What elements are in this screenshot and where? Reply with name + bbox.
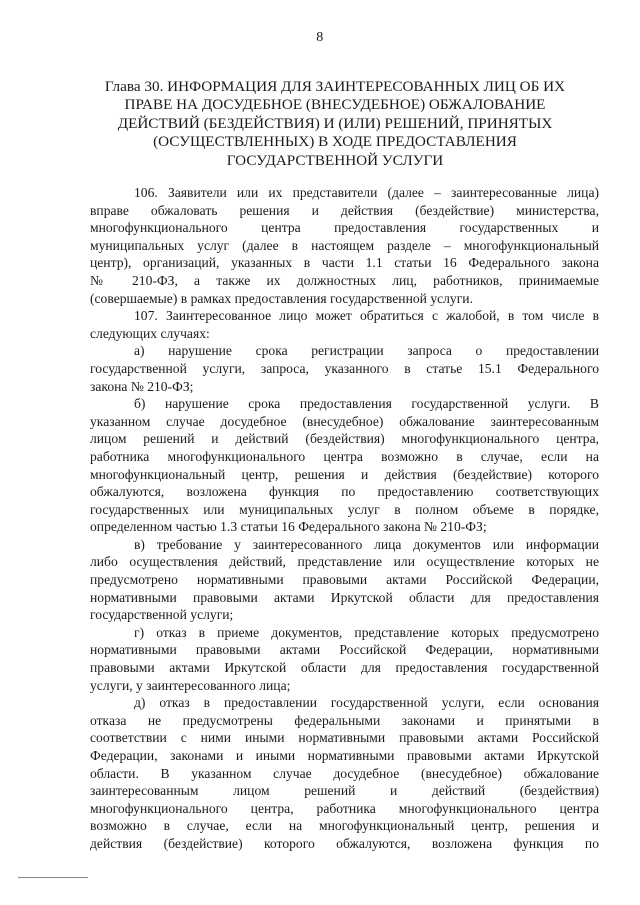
- text-line: отказа не предусмотрены федеральными законами и принятыми в: [90, 712, 599, 728]
- chapter-title-line: Глава 30. ИНФОРМАЦИЯ ДЛЯ ЗАИНТЕРЕСОВАННЫХ ЛИЦ ОБ ИХ: [104, 78, 566, 95]
- text-line: центр), организаций, указанных в части 1.1 статьи 16 Федерального закона: [90, 255, 599, 271]
- chapter-title-line: ПРАВЕ НА ДОСУДЕБНОЕ (ВНЕСУДЕБНОЕ) ОБЖАЛОВАНИЕ: [124, 96, 546, 114]
- page-number: 8: [316, 30, 324, 45]
- text-line: вправе обжаловать решения и действия (бездействие) министерства,: [90, 202, 599, 218]
- text-line: в) требование у заинтересованного лица документов или информации: [134, 536, 599, 552]
- text-line: следующих случаях:: [90, 325, 210, 341]
- text-line: государственных или муниципальных услуг в полном объеме в порядке,: [90, 501, 599, 517]
- text-line: определенном частью 1.3 статьи 16 Федерального закона № 210-ФЗ;: [90, 519, 487, 535]
- text-line: (совершаемые) в рамках предоставления государственной услуги.: [90, 290, 473, 306]
- chapter-title-line: (ОСУЩЕСТВЛЕННЫХ) В ХОДЕ ПРЕДОСТАВЛЕНИЯ: [153, 133, 517, 151]
- text-line: указанном случае досудебное (внесудебное) обжалование заинтересованным: [90, 413, 599, 429]
- text-line: 106. Заявители или их представители (далее – заинтересованные лица): [134, 185, 599, 200]
- text-line: соответствии с ними иными нормативными правовыми актами Российской: [90, 730, 599, 746]
- text-line: многофункционального центра, работника многофункционального центра: [90, 800, 599, 816]
- text-line: многофункциональный центр, решения и действия (бездействие) которого: [90, 466, 599, 482]
- text-line: 107. Заинтересованное лицо может обратиться с жалобой, в том числе в: [134, 308, 599, 324]
- text-line: государственной услуги, запроса, указанного в статье 15.1 Федерального: [90, 360, 599, 376]
- text-line: возможно в случае, если на многофункциональный центр, решения и: [90, 818, 599, 834]
- body-text: [90, 184, 599, 853]
- text-line: услуги, у заинтересованного лица;: [90, 677, 291, 693]
- text-line: закона № 210-ФЗ;: [90, 378, 194, 394]
- text-line: заинтересованным лицом решений и действий (бездействия): [90, 783, 599, 799]
- text-line: области. В указанном случае досудебное (внесудебное) обжалование: [90, 765, 599, 781]
- text-line: а) нарушение срока регистрации запроса о предоставлении: [134, 343, 599, 359]
- text-line: государственной услуги;: [90, 607, 234, 623]
- footer-divider: [18, 877, 88, 878]
- text-line: б) нарушение срока предоставления государственной услуги. В: [134, 396, 599, 412]
- text-line: нормативными правовыми актами Иркутской области для предоставления: [90, 589, 599, 605]
- text-line: лицом решений и действий (бездействия) многофункционального центра,: [90, 431, 599, 447]
- text-line: правовыми актами Иркутской области для предоставления государственной: [90, 660, 599, 676]
- text-line: д) отказ в предоставлении государственной услуги, если основания: [134, 695, 599, 711]
- text-line: муниципальных услуг (далее в настоящем разделе – многофункциональный: [90, 237, 599, 253]
- chapter-title-line: ДЕЙСТВИЙ (БЕЗДЕЙСТВИЯ) И (ИЛИ) РЕШЕНИЙ, ПРИНЯТЫХ: [117, 114, 553, 132]
- chapter-title: [100, 78, 570, 170]
- text-line: нормативными правовыми актами Российской Федерации, нормативными: [90, 642, 599, 658]
- text-line: г) отказ в приеме документов, представление которых предусмотрено: [134, 624, 599, 640]
- text-line: Федерации, законами и иными нормативными правовыми актами Иркутской: [90, 748, 599, 763]
- text-line: предусмотрено нормативными правовыми актами Российской Федерации,: [90, 572, 599, 588]
- chapter-title-line: ГОСУДАРСТВЕННОЙ УСЛУГИ: [226, 151, 444, 169]
- text-line: либо осуществления действий, представление или осуществление которых не: [90, 554, 599, 570]
- text-line: работника многофункционального центра возможно в случае, если на: [90, 448, 599, 464]
- text-line: действия (бездействие) которого обжалуются, возложена функция по: [90, 835, 599, 851]
- text-line: многофункционального центра предоставления государственных и: [90, 220, 599, 236]
- text-line: обжалуются, возложена функция по предоставлению соответствующих: [90, 484, 599, 500]
- text-line: № 210-ФЗ, а также их должностных лиц, работников, принимаемые: [90, 272, 599, 288]
